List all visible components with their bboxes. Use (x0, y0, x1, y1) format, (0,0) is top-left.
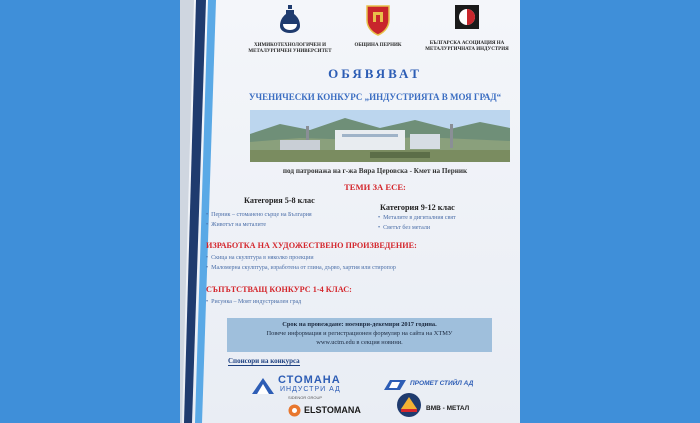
poster (180, 0, 520, 423)
sponsors-label: Спонсори на конкурса (228, 357, 300, 365)
category-9-12-title: Категория 9-12 клас (380, 203, 455, 212)
junior-section-title: СЪПЪТСТВАЩ КОНКУРС 1-4 КЛАС: (206, 285, 352, 294)
university-name-line2: МЕТАЛУРГИЧЕН УНИВЕРСИТЕТ (248, 49, 332, 54)
university-logo (248, 4, 332, 55)
website-line: www.uctm.edu в секция новини. (316, 339, 403, 346)
stomana-logo (252, 374, 362, 404)
bami-icon (454, 4, 480, 30)
logos-row (248, 4, 508, 56)
university-name-line1: ХИМИКОТЕХНОЛОГИЧЕН И (253, 43, 327, 48)
contest-title: УЧЕНИЧЕСКИ КОНКУРС „ИНДУСТРИЯТА В МОЯ ГРАД“ (248, 92, 502, 102)
city-photo (250, 110, 510, 162)
info-line: Повече информация и регистрационен формуляр на сайта на ХТМУ (266, 330, 453, 337)
vmv-mark-icon (396, 392, 422, 418)
promet-name: ПРОМЕТ СТИЙЛ АД (410, 380, 474, 387)
triangle-logo-icon (252, 378, 274, 394)
stomana-group: SIDENOR GROUP (288, 395, 323, 400)
promet-mark-icon (384, 380, 406, 390)
pernik-logo (343, 4, 413, 49)
pernik-name: ОБЩИНА ПЕРНИК (354, 43, 402, 48)
association-name-line2: МЕТАЛУРГИЧНАТА ИНДУСТРИЯ (425, 47, 509, 52)
deadline-line: Срок на провеждане: ноември-декември 2017 година. (282, 321, 437, 328)
list-item: • Металите в дигиталния свят (378, 215, 456, 221)
association-name-line1: БЪЛГАРСКА АСОЦИАЦИЯ НА (429, 41, 505, 46)
art-section-title: ИЗРАБОТКА НА ХУДОЖЕСТВЕНО ПРОИЗВЕДЕНИЕ: (206, 241, 417, 250)
category-5-8-title: Категория 5-8 клас (244, 196, 315, 205)
coat-of-arms-icon (365, 4, 391, 36)
flask-icon (279, 4, 301, 34)
promet-logo (384, 379, 504, 393)
list-item: • Рисунка – Моят индустриален град (206, 299, 302, 305)
vmv-logo (396, 392, 486, 422)
list-item: • Маломерна скулптура, изработена от глина, дърво, хартия или стиропор (206, 265, 396, 271)
patron-line: под патронажа на г-жа Вяра Церовска - Кмет на Перник (282, 167, 468, 175)
deadline-box (227, 318, 492, 352)
list-item: • Животът на металите (206, 222, 266, 228)
elstomana-name: ELSTOMANA (304, 405, 361, 415)
list-item: • Перник – стоманено сърце на България (206, 212, 312, 218)
vmv-name: ВМВ - МЕТАЛ (426, 405, 470, 412)
list-item: • Светът без метали (378, 225, 431, 231)
elstomana-mark-icon (288, 404, 301, 417)
association-logo (424, 4, 510, 53)
announce-heading: ОБЯВЯВАТ (328, 66, 422, 81)
stomana-name: СТОМАНА (278, 374, 341, 386)
themes-title: ТЕМИ ЗА ЕСЕ: (344, 182, 406, 192)
elstomana-logo (288, 403, 368, 419)
stomana-subname: ИНДУСТРИ АД (280, 386, 341, 393)
list-item: • Скица на скулптура в няколко проекции (206, 255, 314, 261)
